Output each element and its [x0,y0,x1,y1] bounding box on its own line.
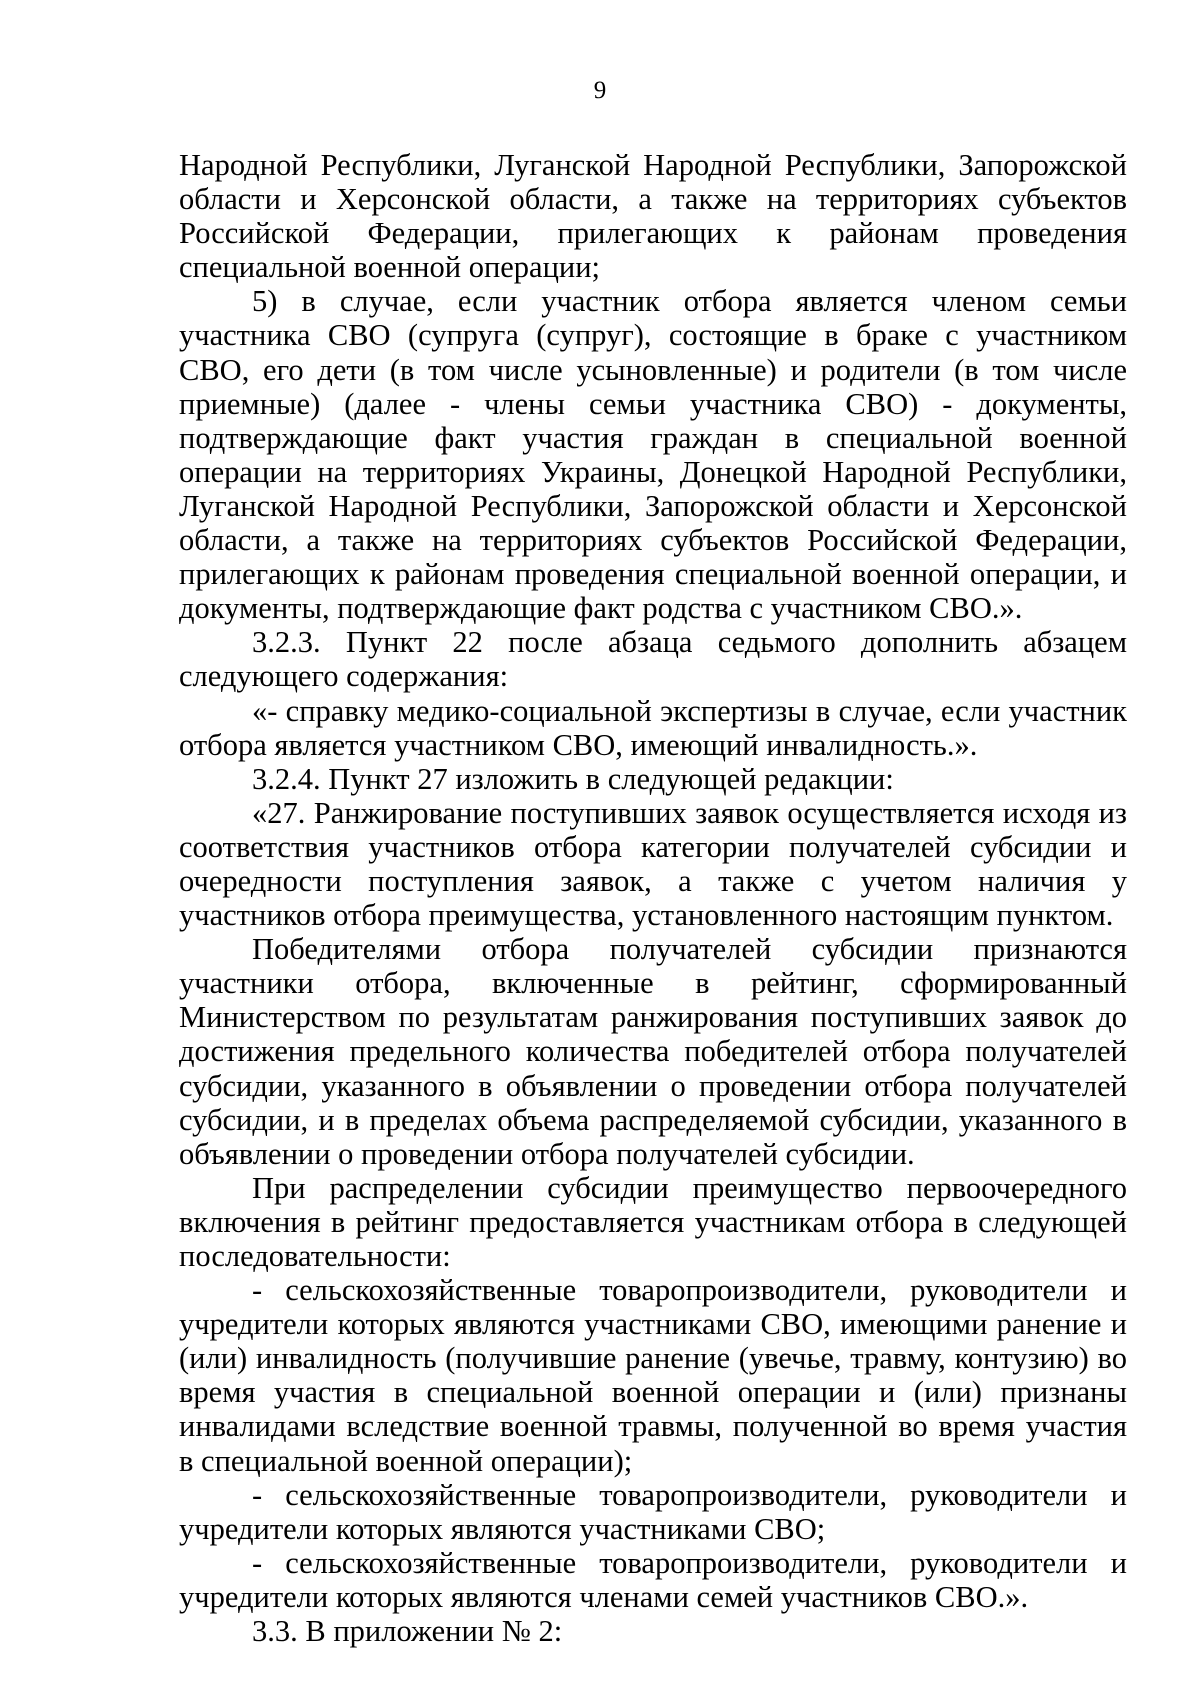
page-number: 9 [593,77,607,104]
paragraph-9: - сельскохозяйственные товаропроизводители, руководители и учредители которых являются участниками СВО, имеющими ранение и (или) инвалидность (получившие ранение (увечье, травму, контузию) во время участия в специальной военной операции и (или) признаны инвалидами вследствие военной травмы, полученной во время участия в специальной военной операции); [179,1273,1127,1478]
paragraph-11: - сельскохозяйственные товаропроизводители, руководители и учредители которых являются членами семей участников СВО.». [179,1545,1127,1614]
paragraph-12: 3.3. В приложении № 2: [252,1614,563,1649]
paragraph-10: - сельскохозяйственные товаропроизводители, руководители и учредители которых являются участниками СВО; [179,1477,1127,1546]
paragraph-1: Народной Республики, Луганской Народной Республики, Запорожской области и Херсонской области, а также на территориях субъектов Российской Федерации, прилегающих к районам проведения специальной военной операции; [179,148,1127,285]
paragraph-4: «- справку медико-социальной экспертизы в случае, если участник отбора является участником СВО, имеющий инвалидность.». [179,693,1127,762]
paragraph-3: 3.2.3. Пункт 22 после абзаца седьмого дополнить абзацем следующего содержания: [179,625,1127,694]
document-body [179,148,1127,1648]
paragraph-5: 3.2.4. Пункт 27 изложить в следующей редакции: [252,761,894,796]
paragraph-2: 5) в случае, если участник отбора является членом семьи участника СВО (супруга (супруг), состоящие в браке с участником СВО, его дети (в том числе усыновленные) и родители (в том числе приемные) (далее - члены семьи участника СВО) - документы, подтверждающие факт участия граждан в специальной военной операции на территориях Украины, Донецкой Народной Республики, Луганской Народной Республики, Запорожской области и Херсонской области, а также на территориях субъектов Российской Федерации, прилегающих к районам проведения специальной военной операции, и документы, подтверждающие факт родства с участником СВО.». [179,284,1127,626]
paragraph-6: «27. Ранжирование поступивших заявок осуществляется исходя из соответствия участников отбора категории получателей субсидии и очередности поступления заявок, а также с учетом наличия у участников отбора преимущества, установленного настоящим пунктом. [179,795,1127,933]
paragraph-7: Победителями отбора получателей субсидии признаются участники отбора, включенные в рейтинг, сформированный Министерством по результатам ранжирования поступивших заявок до достижения предельного количества победителей отбора получателей субсидии, указанного в объявлении о проведении отбора получателей субсидии, и в пределах объема распределяемой субсидии, указанного в объявлении о проведении отбора получателей субсидии. [179,932,1127,1171]
paragraph-8: При распределении субсидии преимущество первоочередного включения в рейтинг предоставляется участникам отбора в следующей последовательности: [179,1170,1127,1273]
